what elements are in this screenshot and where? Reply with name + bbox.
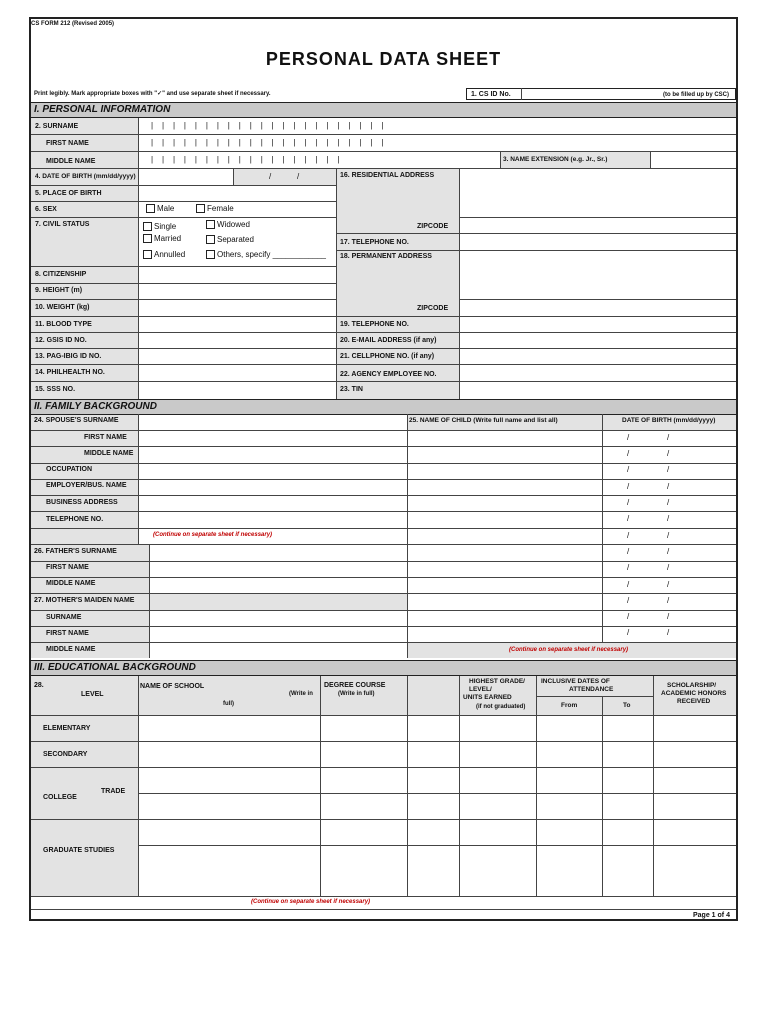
father-middle-name-label: MIDDLE NAME — [46, 580, 96, 587]
education-continue-note: (Continue on separate sheet if necessary) — [251, 899, 371, 905]
cs-id-label: 1. CS ID No. — [471, 91, 511, 98]
father-surname-label: 26. FATHER'S SURNAME — [34, 548, 117, 555]
col-degree-note: (Write in full) — [338, 691, 375, 697]
option-label: Others, specify ____________ — [217, 250, 326, 259]
gsis-label: 12. GSIS ID NO. — [35, 337, 87, 344]
col-to: To — [623, 702, 631, 709]
email-label: 20. E-MAIL ADDRESS (if any) — [340, 337, 437, 344]
option-label: Married — [154, 234, 182, 243]
col-grade-2: LEVEL/ — [469, 686, 492, 693]
weight-label: 10. WEIGHT (kg) — [35, 304, 90, 311]
middle-name-field[interactable]: | | | | | | | | | | | | | | | | | | — [151, 155, 340, 164]
first-name-field[interactable]: | | | | | | | | | | | | | | | | | | | | | | — [151, 138, 384, 147]
citizenship-label: 8. CITIZENSHIP — [35, 271, 87, 278]
col-degree: DEGREE COURSE — [324, 682, 386, 689]
checkbox-icon — [206, 220, 215, 229]
children-continue-note: (Continue on separate sheet if necessary) — [509, 647, 629, 653]
tin-label: 23. TIN — [340, 386, 363, 393]
col-grade-4: (if not graduated) — [476, 704, 526, 710]
spouse-middle-name-label: MIDDLE NAME — [84, 450, 134, 457]
checkbox-icon — [143, 222, 152, 231]
level-elementary: ELEMENTARY — [43, 725, 91, 732]
agency-employee-label: 22. AGENCY EMPLOYEE NO. — [340, 371, 437, 378]
name-extension-label: 3. NAME EXTENSION (e.g. Jr., Sr.) — [503, 156, 608, 163]
section-title: II. FAMILY BACKGROUND — [34, 401, 157, 412]
level-graduate: GRADUATE STUDIES — [43, 847, 115, 854]
level-trade: TRADE — [101, 788, 126, 795]
civil-option-single[interactable] — [143, 222, 176, 231]
dob-field[interactable] — [140, 170, 232, 184]
civil-option-married[interactable] — [143, 234, 181, 243]
section-personal-information — [31, 102, 736, 118]
civil-status-label: 7. CIVIL STATUS — [35, 221, 90, 228]
cellphone-label: 21. CELLPHONE NO. (if any) — [340, 353, 435, 360]
checkbox-icon — [196, 204, 205, 213]
zipcode-label-2: ZIPCODE — [417, 305, 449, 312]
philhealth-label: 14. PHILHEALTH NO. — [35, 369, 105, 376]
dob-separator: / — [269, 172, 272, 181]
dob-separator: / — [297, 172, 300, 181]
section-educational-background — [31, 660, 736, 676]
col-school: NAME OF SCHOOL — [140, 683, 205, 690]
sex-label: 6. SEX — [35, 206, 57, 213]
sss-label: 15. SSS NO. — [35, 386, 76, 393]
civil-option-annulled[interactable] — [143, 250, 185, 259]
telephone-19-label: 19. TELEPHONE NO. — [340, 321, 409, 328]
checkbox-icon — [146, 204, 155, 213]
section-title: I. PERSONAL INFORMATION — [34, 104, 171, 115]
surname-field[interactable]: | | | | | | | | | | | | | | | | | | | | | | — [151, 121, 384, 130]
cs-id-field[interactable] — [522, 89, 642, 99]
option-label: Annulled — [154, 250, 186, 259]
mother-surname-label: SURNAME — [46, 614, 82, 621]
col-grade-1: HIGHEST GRADE/ — [469, 678, 525, 685]
dob-label: 4. DATE OF BIRTH (mm/dd/yyyy) — [35, 173, 136, 180]
section-family-background — [31, 399, 736, 415]
permanent-address-label: 18. PERMANENT ADDRESS — [340, 253, 432, 260]
col-level: LEVEL — [81, 691, 104, 698]
residential-address-label: 16. RESIDENTIAL ADDRESS — [340, 172, 435, 179]
form-code: CS FORM 212 (Revised 2005) — [31, 21, 115, 27]
csc-note: (to be filled up by CSC) — [663, 92, 729, 98]
option-label: Male — [157, 204, 175, 213]
name-extension-field[interactable] — [652, 153, 734, 166]
spouse-first-name-label: FIRST NAME — [84, 434, 127, 441]
civil-option-others[interactable] — [206, 250, 326, 259]
col-from: From — [561, 702, 578, 709]
option-label: Single — [154, 222, 177, 231]
business-address-label: BUSINESS ADDRESS — [46, 499, 118, 506]
place-of-birth-field[interactable] — [140, 187, 335, 200]
item-28-label: 28. — [34, 682, 44, 689]
father-first-name-label: FIRST NAME — [46, 564, 89, 571]
option-label: Separated — [217, 235, 254, 244]
option-label: Widowed — [217, 220, 250, 229]
page-number: Page 1 of 4 — [693, 912, 730, 919]
place-of-birth-label: 5. PLACE OF BIRTH — [35, 190, 102, 197]
occupation-label: OCCUPATION — [46, 466, 93, 473]
height-label: 9. HEIGHT (m) — [35, 287, 83, 294]
col-honors-2: ACADEMIC HONORS — [661, 690, 727, 697]
col-dates-2: ATTENDANCE — [569, 686, 614, 693]
mother-maiden-label: 27. MOTHER'S MAIDEN NAME — [34, 597, 135, 604]
level-secondary: SECONDARY — [43, 751, 88, 758]
spouse-surname-label: 24. SPOUSE'S SURNAME — [34, 417, 119, 424]
zipcode-label: ZIPCODE — [417, 223, 449, 230]
first-name-label: FIRST NAME — [46, 140, 89, 147]
sex-option-female[interactable] — [196, 204, 234, 213]
children-header: 25. NAME OF CHILD (Write full name and list all) — [409, 417, 558, 424]
option-label: Female — [207, 204, 234, 213]
mother-middle-name-label: MIDDLE NAME — [46, 646, 96, 653]
surname-label: 2. SURNAME — [35, 123, 79, 130]
col-school-note: (Write in — [289, 691, 313, 697]
checkbox-icon — [206, 235, 215, 244]
instruction-text: Print legibly. Mark appropriate boxes with "✓" and use separate sheet if necessary. — [34, 91, 271, 97]
continue-note: (Continue on separate sheet if necessary) — [153, 532, 273, 538]
col-school-full: full) — [223, 701, 234, 707]
civil-option-separated[interactable] — [206, 235, 254, 244]
mother-first-name-label: FIRST NAME — [46, 630, 89, 637]
section-title: III. EDUCATIONAL BACKGROUND — [34, 662, 196, 673]
children-dob-header: DATE OF BIRTH (mm/dd/yyyy) — [622, 417, 716, 424]
checkbox-icon — [206, 250, 215, 259]
telephone-17-label: 17. TELEPHONE NO. — [340, 239, 409, 246]
blood-type-label: 11. BLOOD TYPE — [35, 321, 92, 328]
sex-option-male[interactable] — [146, 204, 174, 213]
col-honors-3: RECEIVED — [677, 698, 711, 705]
level-college: COLLEGE — [43, 794, 77, 801]
civil-option-widowed[interactable] — [206, 220, 250, 229]
pagibig-label: 13. PAG-IBIG ID NO. — [35, 353, 102, 360]
col-dates: INCLUSIVE DATES OF — [541, 678, 610, 685]
spouse-telephone-label: TELEPHONE NO. — [46, 516, 104, 523]
col-grade-3: UNITS EARNED — [463, 694, 512, 701]
col-honors-1: SCHOLARSHIP/ — [667, 682, 717, 689]
checkbox-icon — [143, 250, 152, 259]
employer-label: EMPLOYER/BUS. NAME — [46, 482, 127, 489]
checkbox-icon — [143, 234, 152, 243]
personal-data-sheet-form: PERSONAL DATA SHEET Print legibly. Mark appropriate boxes with "✓" and use separate sheet if necessary. 1. CS ID No. (to be filled up by CSC) I. PERSONAL INFORMATION 2. SURNAME FIRST NAME MIDDLE NAME | | | | | | | | | | | | | | | | | | | | | | | | | | | | | | | | | | | | | | | | | | | | | | | | | | | | | | | | | | | | | | 3. NAME EXTENSION (e.g. Jr., Sr.) 4. DATE OF BIRTH (mm/dd/yyyy) / / 5. PLACE OF BIRTH 6. SEX Male Female 7. CIVIL STATUS Single Widowed Married Separated Annulled Others, specify ____________ 8. CITIZENSHIP 9. HEIGHT (m) 10. WEIGHT (kg) 11. BLOOD TYPE 12. GSIS ID NO. 13. PAG-IBIG ID NO. 14. PHILHEALTH NO. 15. SSS NO. 16. RESIDENTIAL ADDRESS ZIPCODE 17. TELEPHONE NO. 18. PERMANENT ADDRESS ZIPCODE 19. TELEPHONE NO. 20. E-MAIL ADDRESS (if any) 21. CELLPHONE NO. (if any) 22. AGENCY EMPLOYEE NO. 23. TIN II. FAMILY BACKGROUND 24. SPOUSE'S SURNAME FIRST NAME MIDDLE NAME OCCUPATION EMPLOYER/BUS. NAME BUSINESS ADDRESS TELEPHONE NO. (Continue on separate sheet if necessary) 26. FATHER'S SURNAME FIRST NAME MIDDLE NAME 27. MOTHER'S MAIDEN NAME SURNAME FIRST NAME MIDDLE NAME 25. NAME OF CHILD (Write full name and list all) DATE OF BIRTH (mm/dd/yyyy) (Continue on separate sheet if necessary) / / / / / / / / / / / / / / / / / / / / / / / / / / III. EDUCATIONAL BACKGROUND 28. LEVEL NAME OF SCHOOL (Write in full) DEGREE COURSE (Write in full) HIGHEST GRADE/ LEVEL/ UNITS EARNED (if not graduated) INCLUSIVE DATES OF ATTENDANCE From To SCHOLARSHIP/ ACADEMIC HONORS RECEIVED ELEMENTARY SECONDARY TRADE COLLEGE GRADUATE STUDIES (Continue on separate sheet if necessary) Page 1 of 4 — [29, 17, 738, 921]
page-title: PERSONAL DATA SHEET — [265, 49, 502, 69]
middle-name-label: MIDDLE NAME — [46, 158, 96, 165]
